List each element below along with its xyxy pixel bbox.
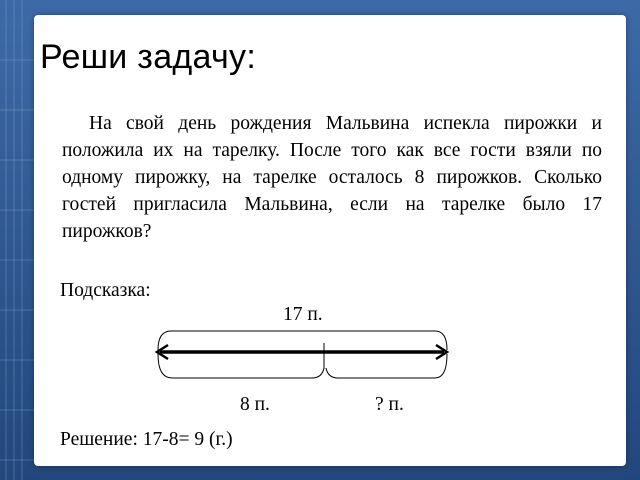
slide-title: Реши задачу: [40, 38, 257, 76]
left-part-label: 8 п. [240, 394, 270, 415]
left-part-brace [158, 354, 324, 378]
right-part-brace [326, 354, 447, 378]
right-part-label: ? п. [375, 394, 404, 415]
total-label: 17 п. [283, 304, 323, 325]
top-brace [158, 331, 447, 350]
solution-text: Решение: 17-8= 9 (г.) [60, 429, 233, 450]
problem-text: На свой день рождения Мальвина испекла пирожки и положила их на тарелку. После того как все гости взяли по одному пирожку, на тарелке осталось 8 пирожков. Сколько гостей пригласила Мальвина, если на тарелке было 17 пирожков? [62, 113, 602, 242]
hint-label: Подсказка: [60, 280, 151, 301]
